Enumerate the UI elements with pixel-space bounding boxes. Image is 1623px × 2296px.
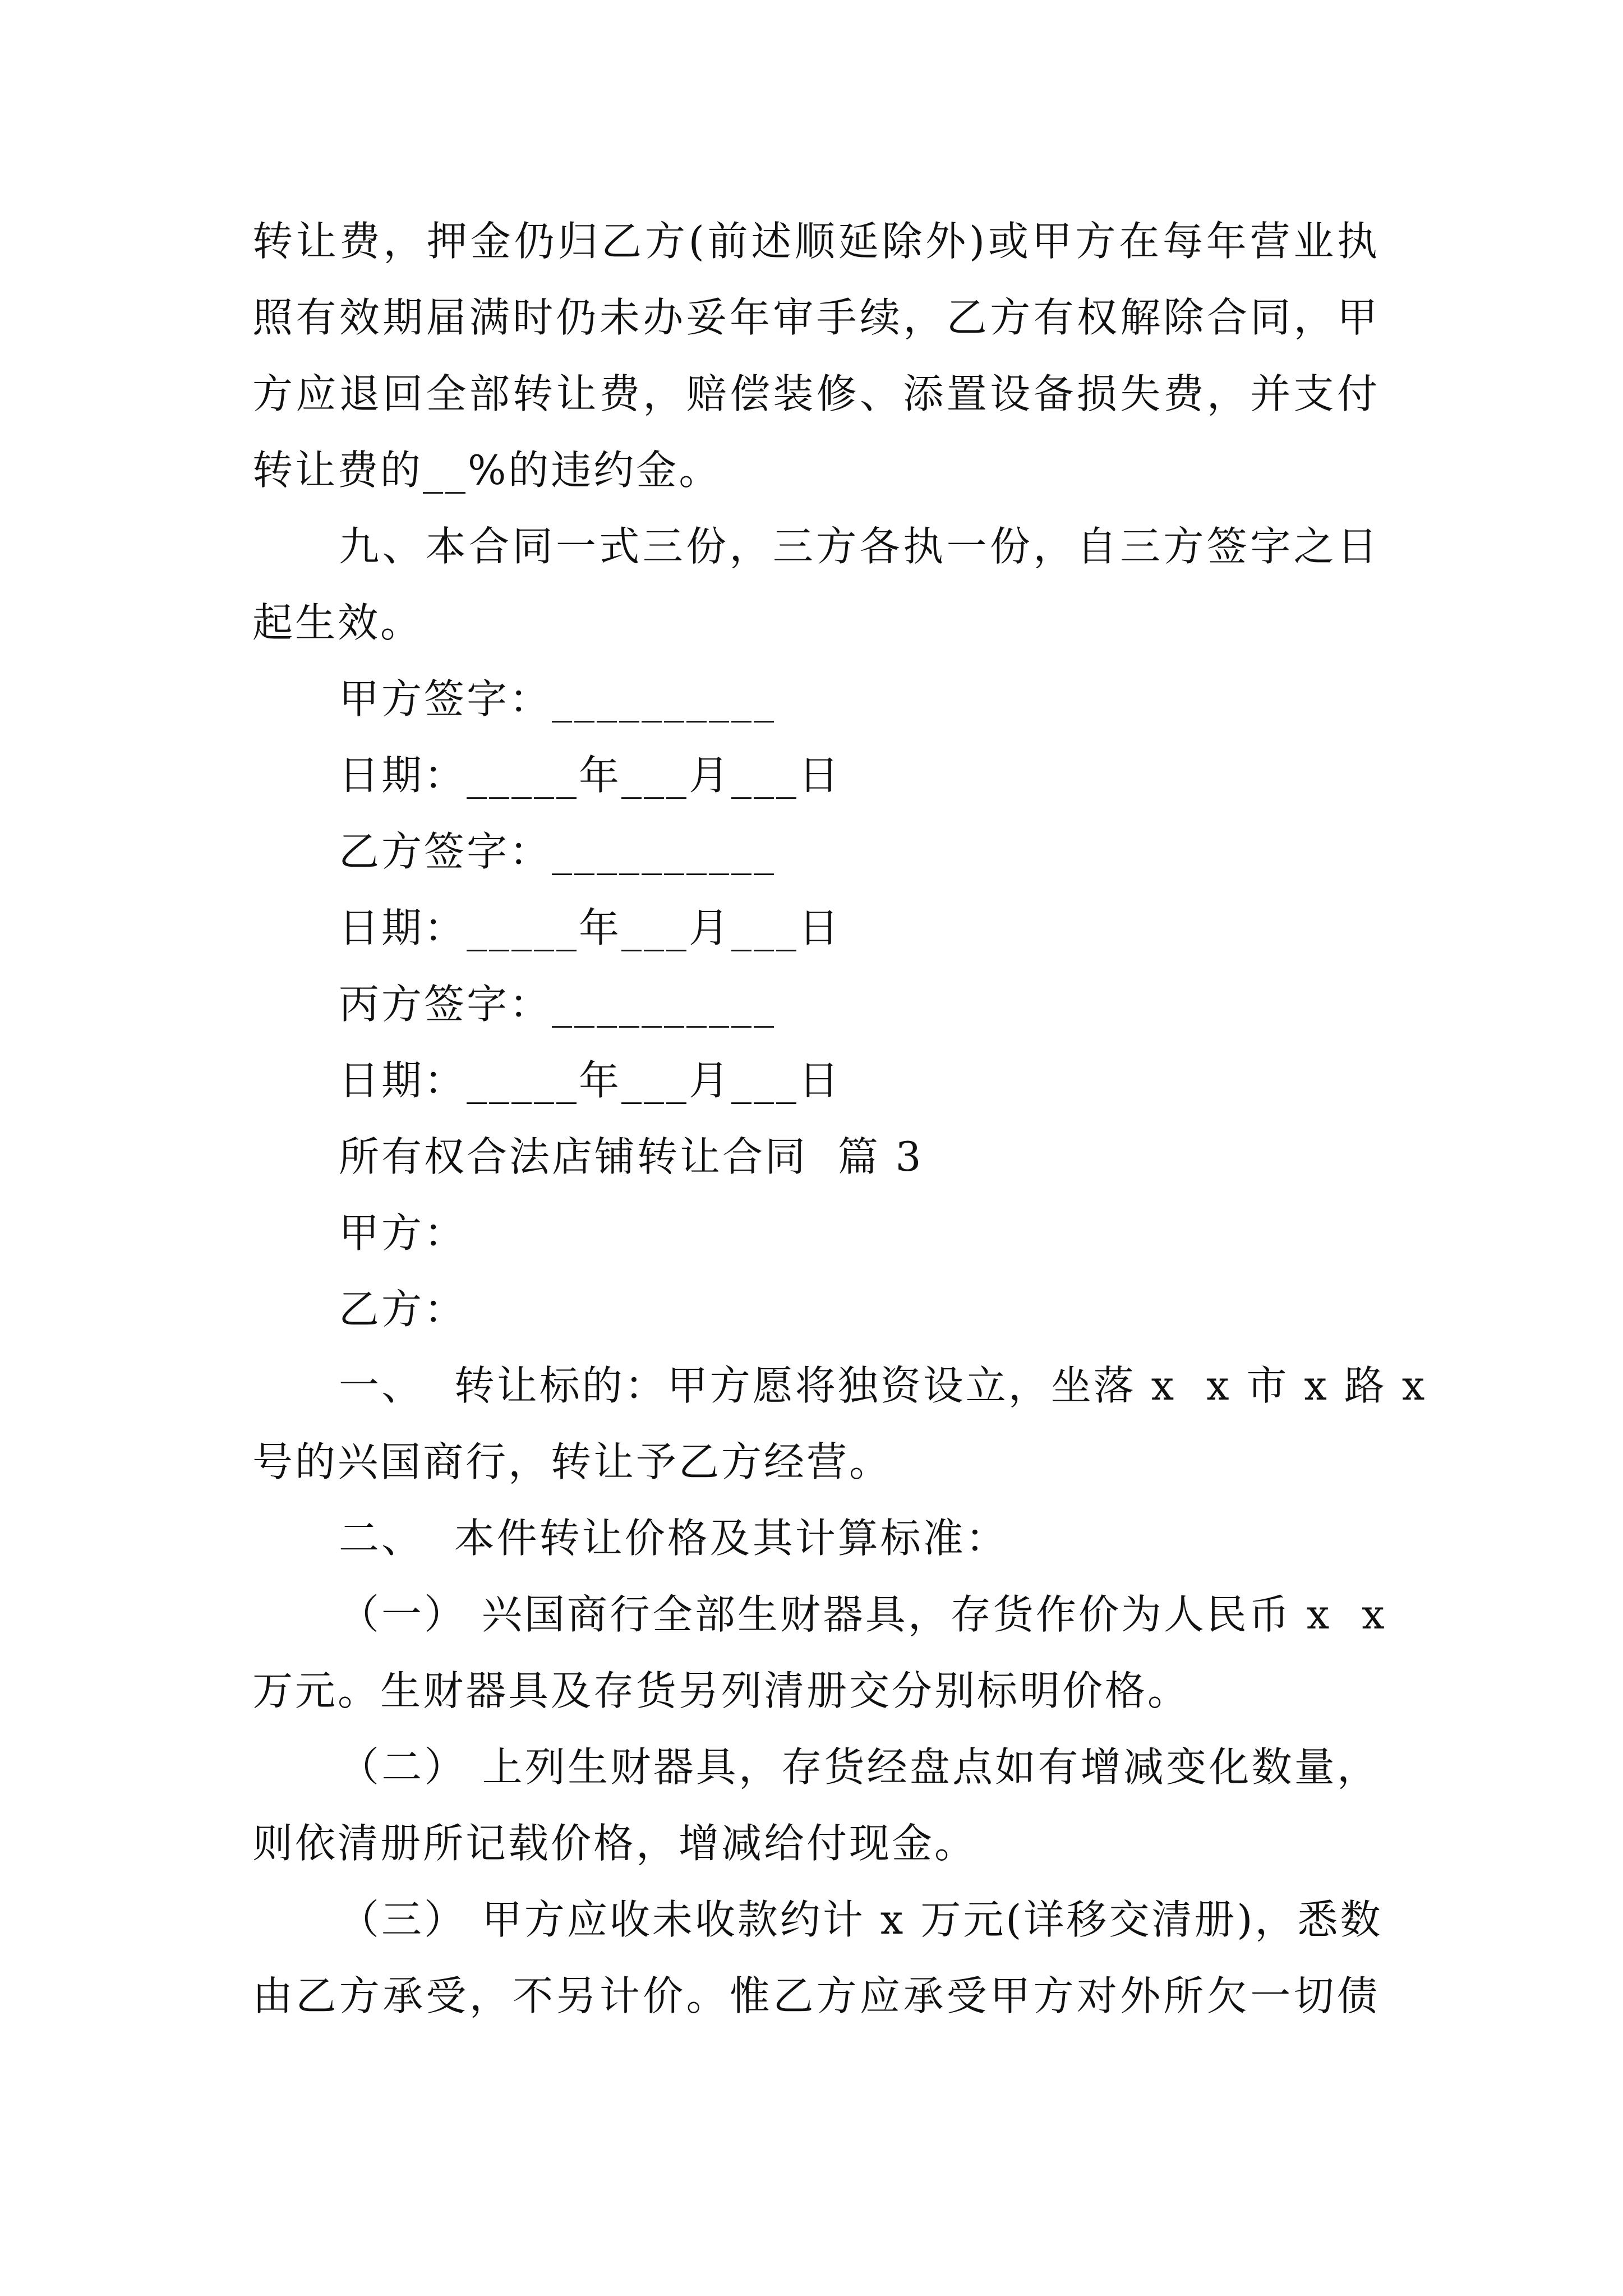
clause-nine: 九、本合同一式三份，三方各执一份，自三方签字之日 <box>339 523 1380 570</box>
paragraph-line: 号的兴国商行，转让予乙方经营。 <box>252 1438 892 1485</box>
party-a-signature: 甲方签字：__________ <box>339 675 777 723</box>
subclause-two: （二） 上列生财器具，存货经盘点如有增减变化数量， <box>339 1743 1380 1791</box>
party-c-signature: 丙方签字：__________ <box>339 981 777 1028</box>
paragraph-line: 万元。生财器具及存货另列清册交分别标明价格。 <box>252 1667 1191 1714</box>
paragraph-line: 则依清册所记载价格，增减给付现金。 <box>252 1820 978 1867</box>
party-b-signature: 乙方签字：__________ <box>339 828 777 875</box>
paragraph-line: 转让费，押金仍归乙方(前述顺延除外)或甲方在每年营业执 <box>252 218 1380 265</box>
party-b-label: 乙方： <box>339 1286 467 1333</box>
clause-two: 二、 本件转让价格及其计算标准： <box>339 1515 1008 1562</box>
paragraph-line: 照有效期届满时仍未办妥年审手续，乙方有权解除合同，甲 <box>252 294 1380 341</box>
party-c-date: 日期：_____年___月___日 <box>339 1057 842 1104</box>
paragraph-line: 方应退回全部转让费，赔偿装修、添置设备损失费，并支付 <box>252 370 1380 417</box>
section-title: 所有权合法店铺转让合同 篇 3 <box>339 1133 924 1180</box>
party-a-date: 日期：_____年___月___日 <box>339 752 842 799</box>
party-b-date: 日期：_____年___月___日 <box>339 904 842 951</box>
party-a-label: 甲方： <box>339 1209 467 1257</box>
paragraph-line: 转让费的__%的违约金。 <box>252 447 722 494</box>
clause-one: 一、 转让标的：甲方愿将独资设立，坐落 x x 市 x 路 x <box>339 1362 1427 1409</box>
subclause-one: （一） 兴国商行全部生财器具，存货作价为人民币 x x <box>339 1591 1387 1638</box>
subclause-three: （三） 甲方应收未收款约计 x 万元(详移交清册)，悉数 <box>339 1896 1383 1943</box>
paragraph-line: 由乙方承受，不另计价。惟乙方应承受甲方对外所欠一切债 <box>252 1972 1380 2019</box>
paragraph-line: 起生效。 <box>252 599 423 646</box>
